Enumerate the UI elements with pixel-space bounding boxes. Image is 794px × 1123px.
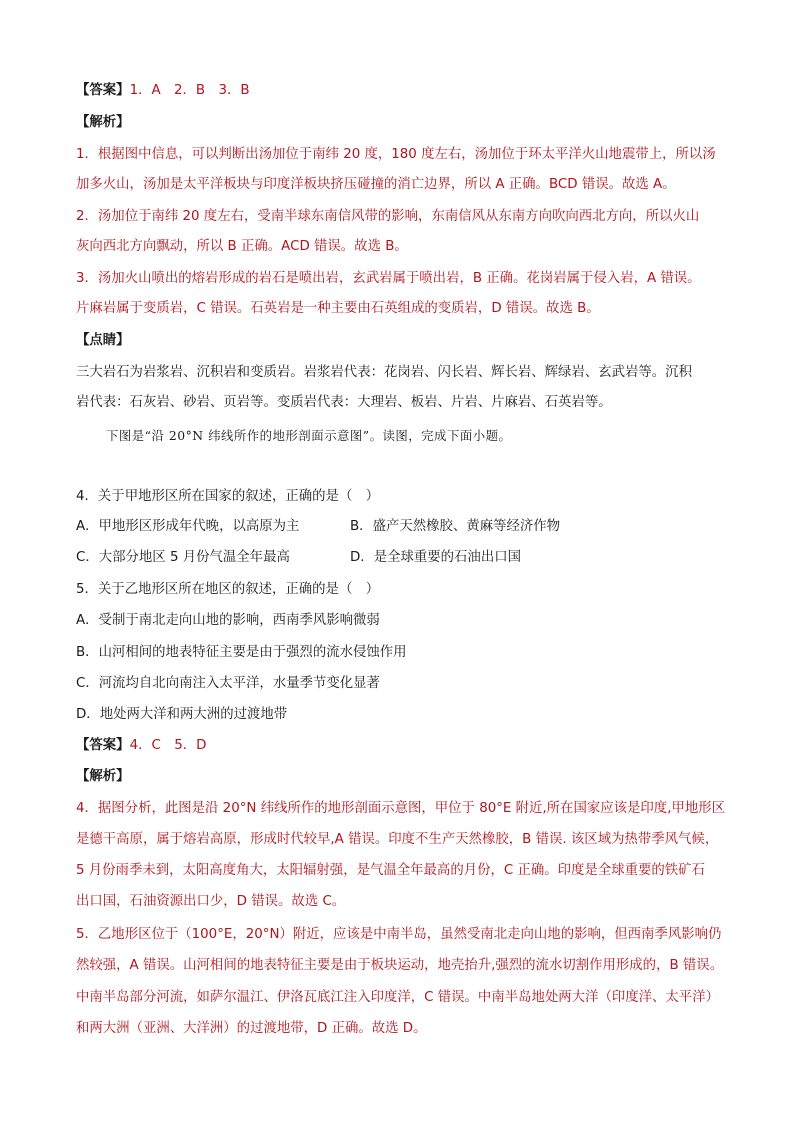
analysis-5-line-4: 和两大洲（亚洲、大洋洲）的过渡地带，D 正确。故选 D。 <box>76 1021 427 1036</box>
q4-option-d: D．是全球重要的石油出口国 <box>350 550 521 565</box>
answer-text: 1．A 2．B 3．B <box>129 83 250 98</box>
tip-line-1: 三大岩石为岩浆岩、沉积岩和变质岩。岩浆岩代表：花岗岩、闪长岩、辉长岩、辉绿岩、玄武岩等。沉积 <box>76 365 692 380</box>
q4-options-row-2 <box>76 548 521 568</box>
q5-stem: 5．关于乙地形区所在地区的叙述，正确的是（ ） <box>76 582 380 597</box>
q5-option-d: D．地处两大洋和两大洲的过渡地带 <box>76 707 288 722</box>
answer-tag: 【答案】 <box>76 738 130 753</box>
analysis-5-line-3: 中南半岛部分河流，如萨尔温江、伊洛瓦底江注入印度洋，C 错误。中南半岛地处两大洋（印度洋、太平洋） <box>76 990 719 1005</box>
answer-tag: 【答案】 <box>76 83 130 98</box>
q4-option-b: B．盛产天然橡胶、黄麻等经济作物 <box>350 519 561 534</box>
q4-stem: 4．关于甲地形区所在国家的叙述，正确的是（ ） <box>76 489 380 504</box>
analysis-4-line-4: 出口国，石油资源出口少，D 错误。故选 C。 <box>76 894 346 909</box>
tip-line-2: 岩代表：石灰岩、砂岩、页岩等。变质岩代表：大理岩、板岩、片岩、片麻岩、石英岩等。 <box>76 395 612 410</box>
q4-options-row-1 <box>76 517 561 537</box>
q4-option-c: C．大部分地区 5 月份气温全年最高 <box>76 550 290 565</box>
analysis-3-line-2: 片麻岩属于变质岩，C 错误。石英岩是一种主要由石英组成的变质岩，D 错误。故选 B。 <box>76 301 600 316</box>
q5-option-b: B．山河相间的地表特征主要是由于强烈的流水侵蚀作用 <box>76 645 407 660</box>
q5-option-a: A．受制于南北走向山地的影响，西南季风影响微弱 <box>76 613 380 628</box>
q5-option-c: C．河流均自北向南注入太平洋，水量季节变化显著 <box>76 676 380 691</box>
analysis-5-line-2: 然较强，A 错误。山河相间的地表特征主要是由于板块运动，地壳抬升,强烈的流水切割作用形成的，B 错误。 <box>76 958 724 973</box>
analysis-2-line-1: 2．汤加位于南纬 20 度左右，受南半球东南信风带的影响，东南信风从东南方向吹向西北方向，所以火山 <box>76 209 700 224</box>
analysis-tag: 【解析】 <box>76 769 130 784</box>
analysis-3-line-1: 3．汤加火山喷出的熔岩形成的岩石是喷出岩，玄武岩属于喷出岩，B 正确。花岗岩属于侵入岩，A 错误。 <box>76 271 701 286</box>
analysis-1-line-1: 1．根据图中信息，可以判断出汤加位于南纬 20 度，180 度左右，汤加位于环太平洋火山地震带上，所以汤 <box>76 147 716 162</box>
analysis-2-line-2: 灰向西北方向飘动，所以 B 正确。ACD 错误。故选 B。 <box>76 239 408 254</box>
answer-line-2 <box>76 736 206 756</box>
analysis-tag: 【解析】 <box>76 115 130 130</box>
analysis-5-line-1: 5．乙地形区位于（100°E，20°N）附近，应该是中南半岛，虽然受南北走向山地的影响，但西南季风影响仍 <box>76 927 722 942</box>
analysis-4-line-2: 是德干高原，属于熔岩高原，形成时代较早,A 错误。印度不生产天然橡胶，B 错误. 该区域为热带季风气候， <box>76 832 719 847</box>
analysis-1-line-2: 加多火山，汤加是太平洋板块与印度洋板块挤压碰撞的消亡边界，所以 A 正确。BCD 错误。故选 A。 <box>76 177 676 192</box>
tip-tag: 【点睛】 <box>76 333 130 348</box>
analysis-4-line-3: 5 月份雨季未到，太阳高度角大，太阳辐射强，是气温全年最高的月份，C 正确。印度是全球重要的铁矿石 <box>76 863 705 878</box>
figure-intro: 下图是“沿 20°N 纬线所作的地形剖面示意图”。读图，完成下面小题。 <box>106 428 512 443</box>
analysis-4-line-1: 4．据图分析，此图是沿 20°N 纬线所作的地形剖面示意图，甲位于 80°E 附近,所在国家应该是印度,甲地形区 <box>76 801 726 816</box>
answer-text: 4．C 5．D <box>129 738 207 753</box>
answer-line-1 <box>76 81 250 101</box>
q4-option-a: A．甲地形区形成年代晚，以高原为主 <box>76 519 300 534</box>
